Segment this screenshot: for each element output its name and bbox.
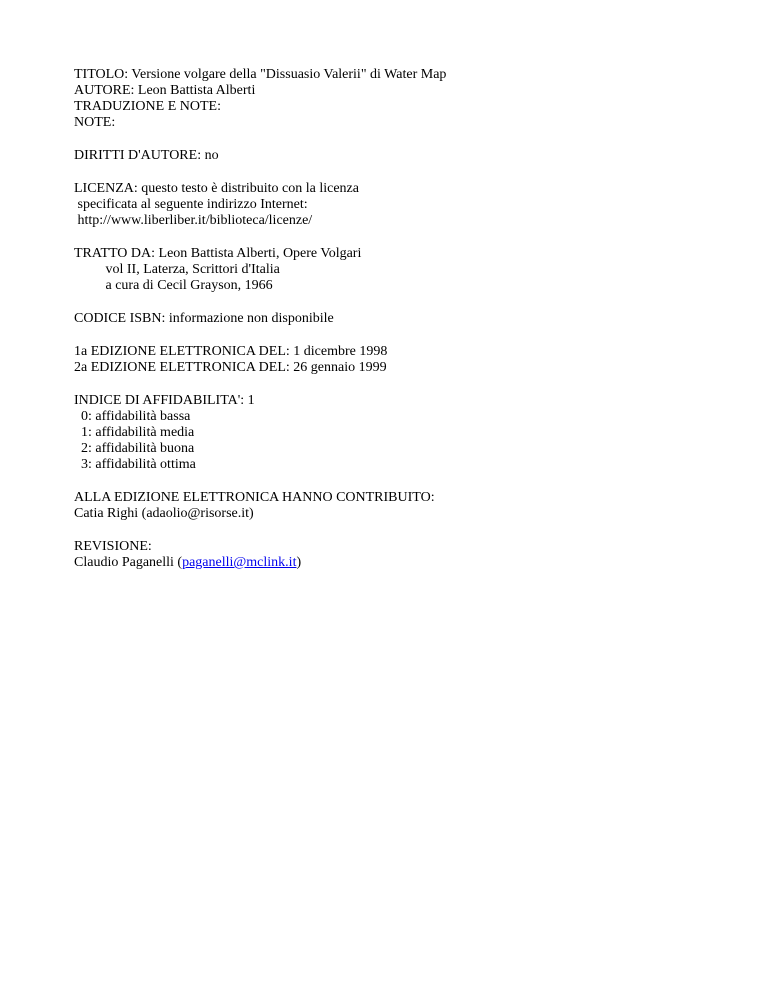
author-line: AUTORE: Leon Battista Alberti	[74, 83, 256, 98]
rights-line: DIRITTI D'AUTORE: no	[74, 148, 219, 163]
contributor-name: Catia Righi (adaolio@risorse.it)	[74, 506, 254, 521]
reviser-name-close: )	[296, 555, 302, 570]
license-line-3: http://www.liberliber.it/biblioteca/licenze/	[74, 213, 313, 228]
edition-first-line: 1a EDIZIONE ELETTRONICA DEL: 1 dicembre 1998	[74, 344, 388, 359]
isbn-block	[74, 311, 734, 327]
edition-second-line: 2a EDIZIONE ELETTRONICA DEL: 26 gennaio 1999	[74, 360, 387, 375]
rights-block	[74, 148, 734, 164]
license-block	[74, 181, 734, 229]
isbn-line: CODICE ISBN: informazione non disponibile	[74, 311, 334, 326]
source-line-2: vol II, Laterza, Scrittori d'Italia	[74, 262, 280, 277]
reliability-item: 1: affidabilità media	[74, 425, 195, 440]
editions-block	[74, 344, 734, 376]
source-line-1: TRATTO DA: Leon Battista Alberti, Opere Volgari	[74, 246, 362, 261]
reviser-line	[74, 555, 734, 571]
reliability-item: 0: affidabilità bassa	[74, 409, 191, 424]
header-block	[74, 67, 734, 131]
reliability-item: 3: affidabilità ottima	[74, 457, 196, 472]
revision-block	[74, 539, 734, 571]
reliability-heading: INDICE DI AFFIDABILITA': 1	[74, 393, 255, 408]
title-line: TITOLO: Versione volgare della "Dissuasio Valerii" di Water Map	[74, 67, 447, 82]
contributors-heading: ALLA EDIZIONE ELETTRONICA HANNO CONTRIBUITO:	[74, 490, 435, 505]
source-block	[74, 246, 734, 294]
revision-heading: REVISIONE:	[74, 539, 152, 554]
license-line-2: specificata al seguente indirizzo Internet:	[74, 197, 308, 212]
translation-line: TRADUZIONE E NOTE:	[74, 99, 221, 114]
reviser-name: Claudio Paganelli (	[74, 555, 183, 570]
reviser-email-link[interactable]: paganelli@mclink.it	[182, 555, 297, 570]
notes-line: NOTE:	[74, 115, 116, 130]
source-line-3: a cura di Cecil Grayson, 1966	[74, 278, 273, 293]
reliability-block	[74, 393, 734, 473]
reliability-item: 2: affidabilità buona	[74, 441, 195, 456]
document-page	[74, 67, 734, 588]
contributors-block	[74, 490, 734, 522]
license-line-1: LICENZA: questo testo è distribuito con la licenza	[74, 181, 359, 196]
